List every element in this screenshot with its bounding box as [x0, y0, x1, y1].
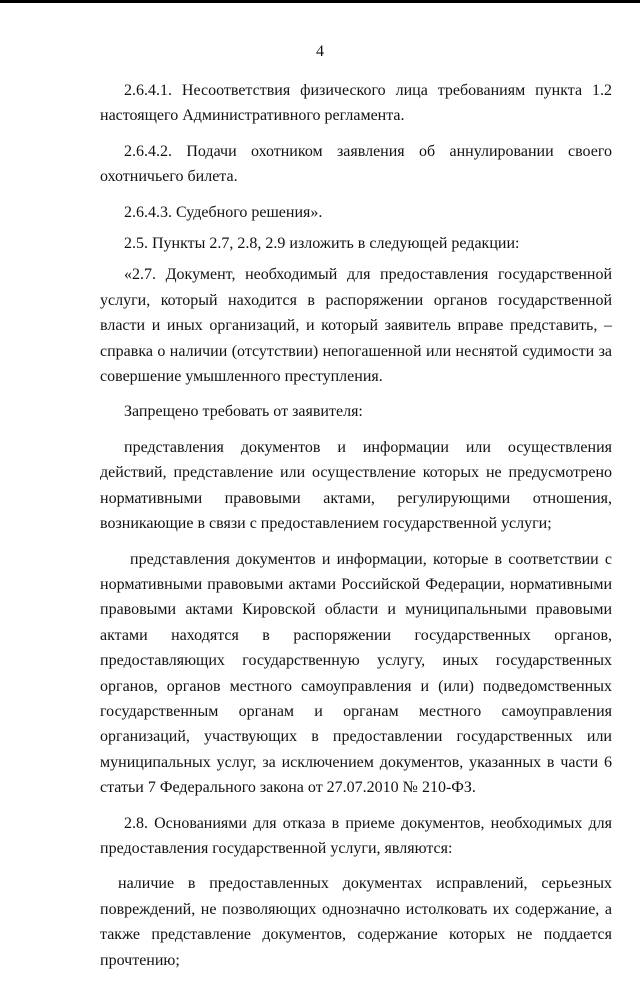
paragraph-2-6-4-2: 2.6.4.2. Подачи охотником заявления об аннулировании своего охотничьего билета. — [100, 142, 612, 186]
paragraph-2-5: 2.5. Пункты 2.7, 2.8, 2.9 изложить в следующей редакции: — [124, 235, 520, 253]
paragraph-2-6-4-1: 2.6.4.1. Несоответствия физического лица требованиям пункта 1.2 настоящего Административного регламента. — [100, 82, 612, 125]
paragraph-2-8: 2.8. Основаниями для отказа в приеме документов, необходимых для предоставления государственной услуги, являются: — [100, 814, 612, 857]
top-border-line — [0, 0, 640, 3]
paragraph-2-6-4-3: 2.6.4.3. Судебного решения». — [124, 203, 323, 221]
paragraph-prohibited-item-1: представления документов и информации или осуществления действий, представление или осуществление которых не предусмотрено нормативными правовыми актами, регулирующими отношения, возникающие в связи с предоставлением государственной услуги; — [100, 438, 612, 533]
paragraph-refusal-ground-1: наличие в предоставленных документах исправлений, серьезных повреждений, не позволяющих однозначно истолковать их содержание, а также представление документов, содержание которых не поддается прочтению; — [100, 875, 612, 969]
document-body — [100, 78, 612, 983]
page-number: 4 — [316, 43, 324, 60]
paragraph-prohibited-intro: Запрещено требовать от заявителя: — [124, 403, 363, 421]
paragraph-prohibited-item-2: представления документов и информации, которые в соответствии с нормативными правовыми актами Российской Федерации, нормативными правовыми актами Кировской области и муниципальными правовыми актами находятся в распоряжении государственных органов, предоставляющих государственную услугу, иных государственных органов, органов местного самоуправления и (или) подведомственных государственным органам и органам местного самоуправления организаций, участвующих в предоставлении государственных или муниципальных услуг, за исключением документов, указанных в части 6 статьи 7 Федерального закона от 27.07.2010 № 210-ФЗ. — [100, 550, 612, 797]
paragraph-2-7: «2.7. Документ, необходимый для предоставления государственной услуги, который находится в распоряжении органов государственной власти и иных организаций, и который заявитель вправе представить, – справка о наличии (отсутствии) непогашенной или неснятой судимости за совершение умышленного преступления. — [100, 266, 612, 386]
